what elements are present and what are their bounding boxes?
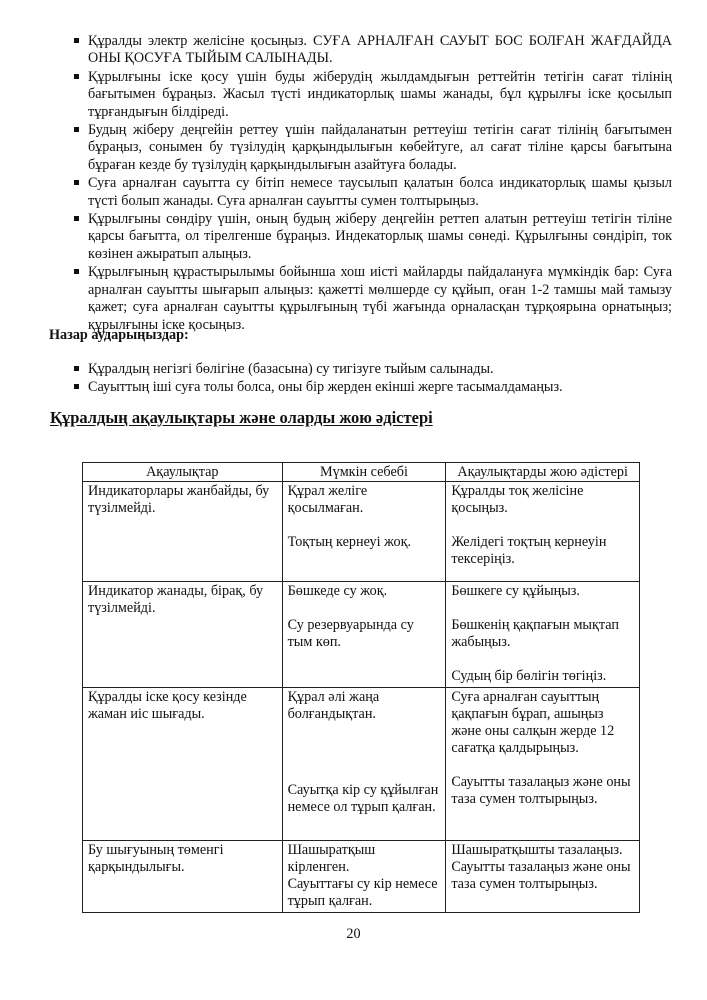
instruction-item: [88, 211, 672, 263]
note-heading: Назар аударыңыздар:: [49, 327, 189, 343]
note-item: [88, 361, 672, 378]
instruction-item: [88, 122, 672, 174]
fix-text: Шашыратқышты тазалаңыз.: [451, 842, 623, 858]
fix-text: Судың бір бөлігін төгіңіз.: [451, 668, 607, 684]
instruction-item: [88, 264, 672, 334]
fault-cell: [83, 688, 283, 841]
square-bullet-icon: [74, 366, 79, 371]
instruction-text: Құралды электр желісіне қосыңыз. СУҒА АРНАЛҒАН САУЫТ БОС БОЛҒАН ЖАҒДАЙДА ОНЫ ҚОСУҒА ТЫЙЫМ САЛЫНАДЫ.: [88, 33, 672, 67]
header-fixes: Ақаулықтарды жою әдістері: [446, 463, 640, 482]
cause-cell: [282, 841, 446, 913]
square-bullet-icon: [74, 38, 79, 43]
table-row: [83, 482, 640, 582]
header-faults: Ақаулықтар: [83, 463, 283, 482]
cause-text: Сауытқа кір су құйылған немесе ол тұрып қалған.: [287, 782, 439, 815]
note-item: [88, 379, 672, 396]
fix-text: Сауытты тазалаңыз және оны таза сумен толтырыңыз.: [451, 859, 631, 892]
fix-text: Бөшкенің қақпағын мықтап жабыңыз.: [451, 617, 619, 650]
instructions-list: [88, 33, 672, 335]
square-bullet-icon: [74, 74, 79, 79]
cause-text: Шашыратқыш кірленген.: [287, 842, 376, 875]
fix-text: Бөшкеге су құйыңыз.: [451, 583, 580, 599]
fix-cell: [446, 482, 640, 582]
instruction-text: Құрылғыны сөндіру үшін, оның будың жіберу деңгейін реттеп алатын реттеуіш тетігін тіліне қарсы бағытта, ол тірелгенше бұраңыз. Индекаторлық шамы сөнеді. Құрылғыны сөндіріп, ток көзінен ажыратып алыңыз.: [88, 211, 672, 262]
fix-cell: [446, 841, 640, 913]
cause-text: Бөшкеде су жоқ.: [287, 583, 388, 599]
table-row: [83, 582, 640, 688]
instruction-item: [88, 69, 672, 121]
fix-cell: [446, 688, 640, 841]
instruction-text: Құрылғының құрастырылымы бойынша хош иісті майларды пайдалануға мүмкіндік бар: Суға арналған сауытты шығарып алыңыз: қажетті мөлшерде су құйып, оған 1-2 тамшы май тамызу қажет; суға арналған сауытты құрылғының түбі жағында орналасқан тұрқоярына орнатыңыз; құрылғыны іске қосыңыз.: [88, 264, 672, 333]
fault-cell: [83, 482, 283, 582]
cause-text: Су резервуарында су тым көп.: [287, 617, 414, 650]
square-bullet-icon: [74, 216, 79, 221]
square-bullet-icon: [74, 180, 79, 185]
fault-cell: [83, 841, 283, 913]
cause-cell: [282, 688, 446, 841]
table-header-row: [83, 463, 640, 482]
troubleshooting-table: [82, 462, 640, 913]
square-bullet-icon: [74, 127, 79, 132]
note-text: Құралдың негізгі бөлігіне (базасына) су тигізуге тыйым салынады.: [88, 361, 494, 377]
fault-text: Индикатор жанады, бірақ, бу түзілмейді.: [88, 583, 264, 616]
fault-text: Құралды іске қосу кезінде жаман иіс шығады.: [88, 689, 247, 722]
cause-cell: [282, 482, 446, 582]
instruction-text: Құрылғыны іске қосу үшін буды жіберудің жылдамдығын реттейтін тетігін сағат тілінің бағытымен бұраңыз. Жасыл түсті индикаторлық шамы жанады, бұл құрылғы іске қосылып тұрғандығын білдіреді.: [88, 68, 672, 120]
note-list: [88, 361, 672, 398]
table-row: [83, 688, 640, 841]
square-bullet-icon: [74, 384, 79, 389]
header-causes: Мүмкін себебі: [282, 463, 446, 482]
instruction-item: [88, 33, 672, 68]
instruction-item: [88, 175, 672, 210]
fault-text: Индикаторлары жанбайды, бу түзілмейді.: [88, 483, 270, 516]
section-title: Құралдың ақаулықтары және оларды жою әдістері: [50, 408, 433, 427]
cause-cell: [282, 582, 446, 688]
fix-text: Желідегі тоқтың кернеуін тексеріңіз.: [451, 534, 607, 567]
cause-text: Тоқтың кернеуі жоқ.: [287, 534, 412, 550]
instruction-text: Будың жіберу деңгейін реттеу үшін пайдаланатын реттеуіш тетігін сағат тілінің бағытымен бұраңыз, сонымен бу түзілудің қарқындылығын көбейтуге, ал сағат тіліне қарсы бағытына бұраған кезде бу түзілудің қарқындылығын азайтуға болады.: [88, 122, 672, 173]
cause-text: Сауыттағы су кір немесе тұрып қалған.: [287, 876, 438, 909]
fault-cell: [83, 582, 283, 688]
cause-text: Құрал әлі жаңа болғандықтан.: [287, 689, 380, 722]
cause-text: Құрал желіге қосылмаған.: [287, 483, 368, 516]
fix-text: Суға арналған сауыттың қақпағын бұрап, ашыңыз және оны салқын жерде 12 сағатқа қалдырыңыз.: [451, 689, 615, 756]
instruction-text: Суға арналған сауытта су бітіп немесе таусылып қалатын болса индикаторлық шамы қызыл түсті болып жанады. Суға арналған сауытты сумен толтырыңыз.: [88, 175, 672, 209]
table-row: [83, 841, 640, 913]
page-number: 20: [346, 926, 361, 942]
fix-text: Құралды тоқ желісіне қосыңыз.: [451, 483, 584, 516]
fix-text: Сауытты тазалаңыз және оны таза сумен толтырыңыз.: [451, 774, 631, 807]
square-bullet-icon: [74, 269, 79, 274]
note-text: Сауыттың іші суға толы болса, оны бір жерден екінші жерге тасымалдамаңыз.: [88, 379, 563, 396]
fault-text: Бу шығуының төменгі қарқындылығы.: [88, 842, 224, 875]
fix-cell: [446, 582, 640, 688]
